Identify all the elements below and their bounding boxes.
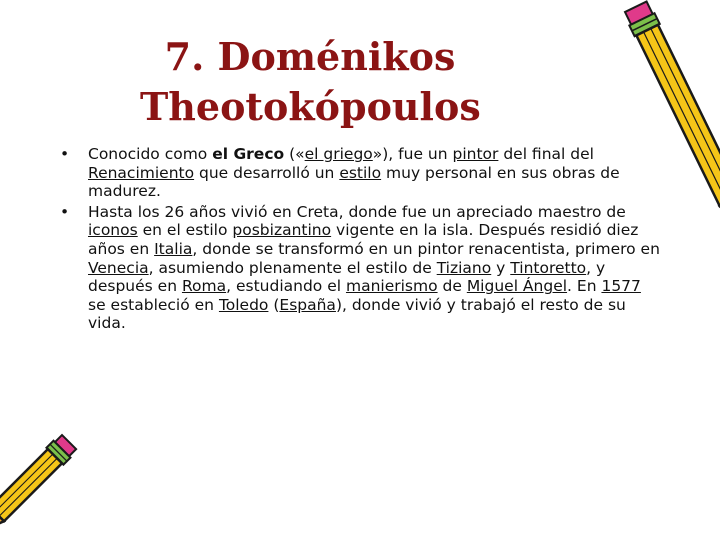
link-text[interactable]: Tintoretto — [510, 258, 587, 277]
body-text: de — [437, 277, 467, 296]
body-text: ( — [268, 295, 280, 314]
link-text[interactable]: estilo — [339, 163, 382, 182]
body-text: vigente en la isla. Después residió diez años en — [88, 221, 639, 258]
link-text[interactable]: pintor — [452, 145, 499, 163]
link-text[interactable]: iconos — [88, 221, 138, 240]
bullet-marker: • — [60, 145, 70, 163]
body-text: , y después en — [88, 258, 606, 296]
title-line-1: 7. Doménikos — [164, 34, 456, 79]
link-text[interactable]: Venecia — [88, 258, 149, 277]
link-text[interactable]: posbizantino — [232, 221, 332, 240]
bullet-marker: • — [60, 202, 70, 221]
link-text[interactable]: Tiziano — [436, 258, 492, 277]
body-text: del final del — [498, 145, 594, 163]
body-text: Conocido como — [88, 145, 213, 163]
link-text[interactable]: Italia — [154, 239, 193, 258]
link-text[interactable]: Renacimiento — [88, 163, 195, 182]
body-text: . En — [567, 277, 602, 296]
body-text: se estableció en — [88, 295, 219, 314]
body-text: , estudiando el — [226, 277, 346, 296]
bullet-item — [60, 145, 660, 201]
body-text: ), donde vivió y trabajó el resto de su vida. — [88, 295, 626, 333]
body-text: Hasta los 26 años vivió en Creta, donde fue un apreciado maestro de — [88, 202, 626, 221]
link-text[interactable]: el griego — [304, 145, 373, 163]
bold-text: el Greco — [212, 145, 285, 163]
link-text[interactable]: 1577 — [601, 277, 641, 296]
link-text[interactable]: Miguel Ángel — [466, 277, 568, 296]
body-text: en el estilo — [137, 221, 233, 240]
body-text: , donde se transformó en un pintor renacentista, primero en — [192, 239, 660, 258]
page-title — [140, 32, 480, 132]
body-text: muy personal en sus obras de madurez. — [88, 163, 620, 201]
bullet-list — [60, 145, 660, 335]
body-text: , asumiendo plenamente el estilo de — [148, 258, 437, 277]
body-text: »), fue un — [372, 145, 453, 163]
body-text: (« — [284, 145, 305, 163]
body-text: y — [491, 258, 511, 277]
body-text: que desarrolló un — [194, 163, 340, 182]
bullet-item — [60, 203, 660, 333]
title-line-2: Theotokópoulos — [140, 84, 481, 129]
link-text[interactable]: manierismo — [345, 277, 438, 296]
link-text[interactable]: España — [279, 295, 336, 314]
link-text[interactable]: Toledo — [218, 295, 269, 314]
pencil-bottom-left-icon — [0, 425, 115, 540]
link-text[interactable]: Roma — [181, 277, 227, 296]
